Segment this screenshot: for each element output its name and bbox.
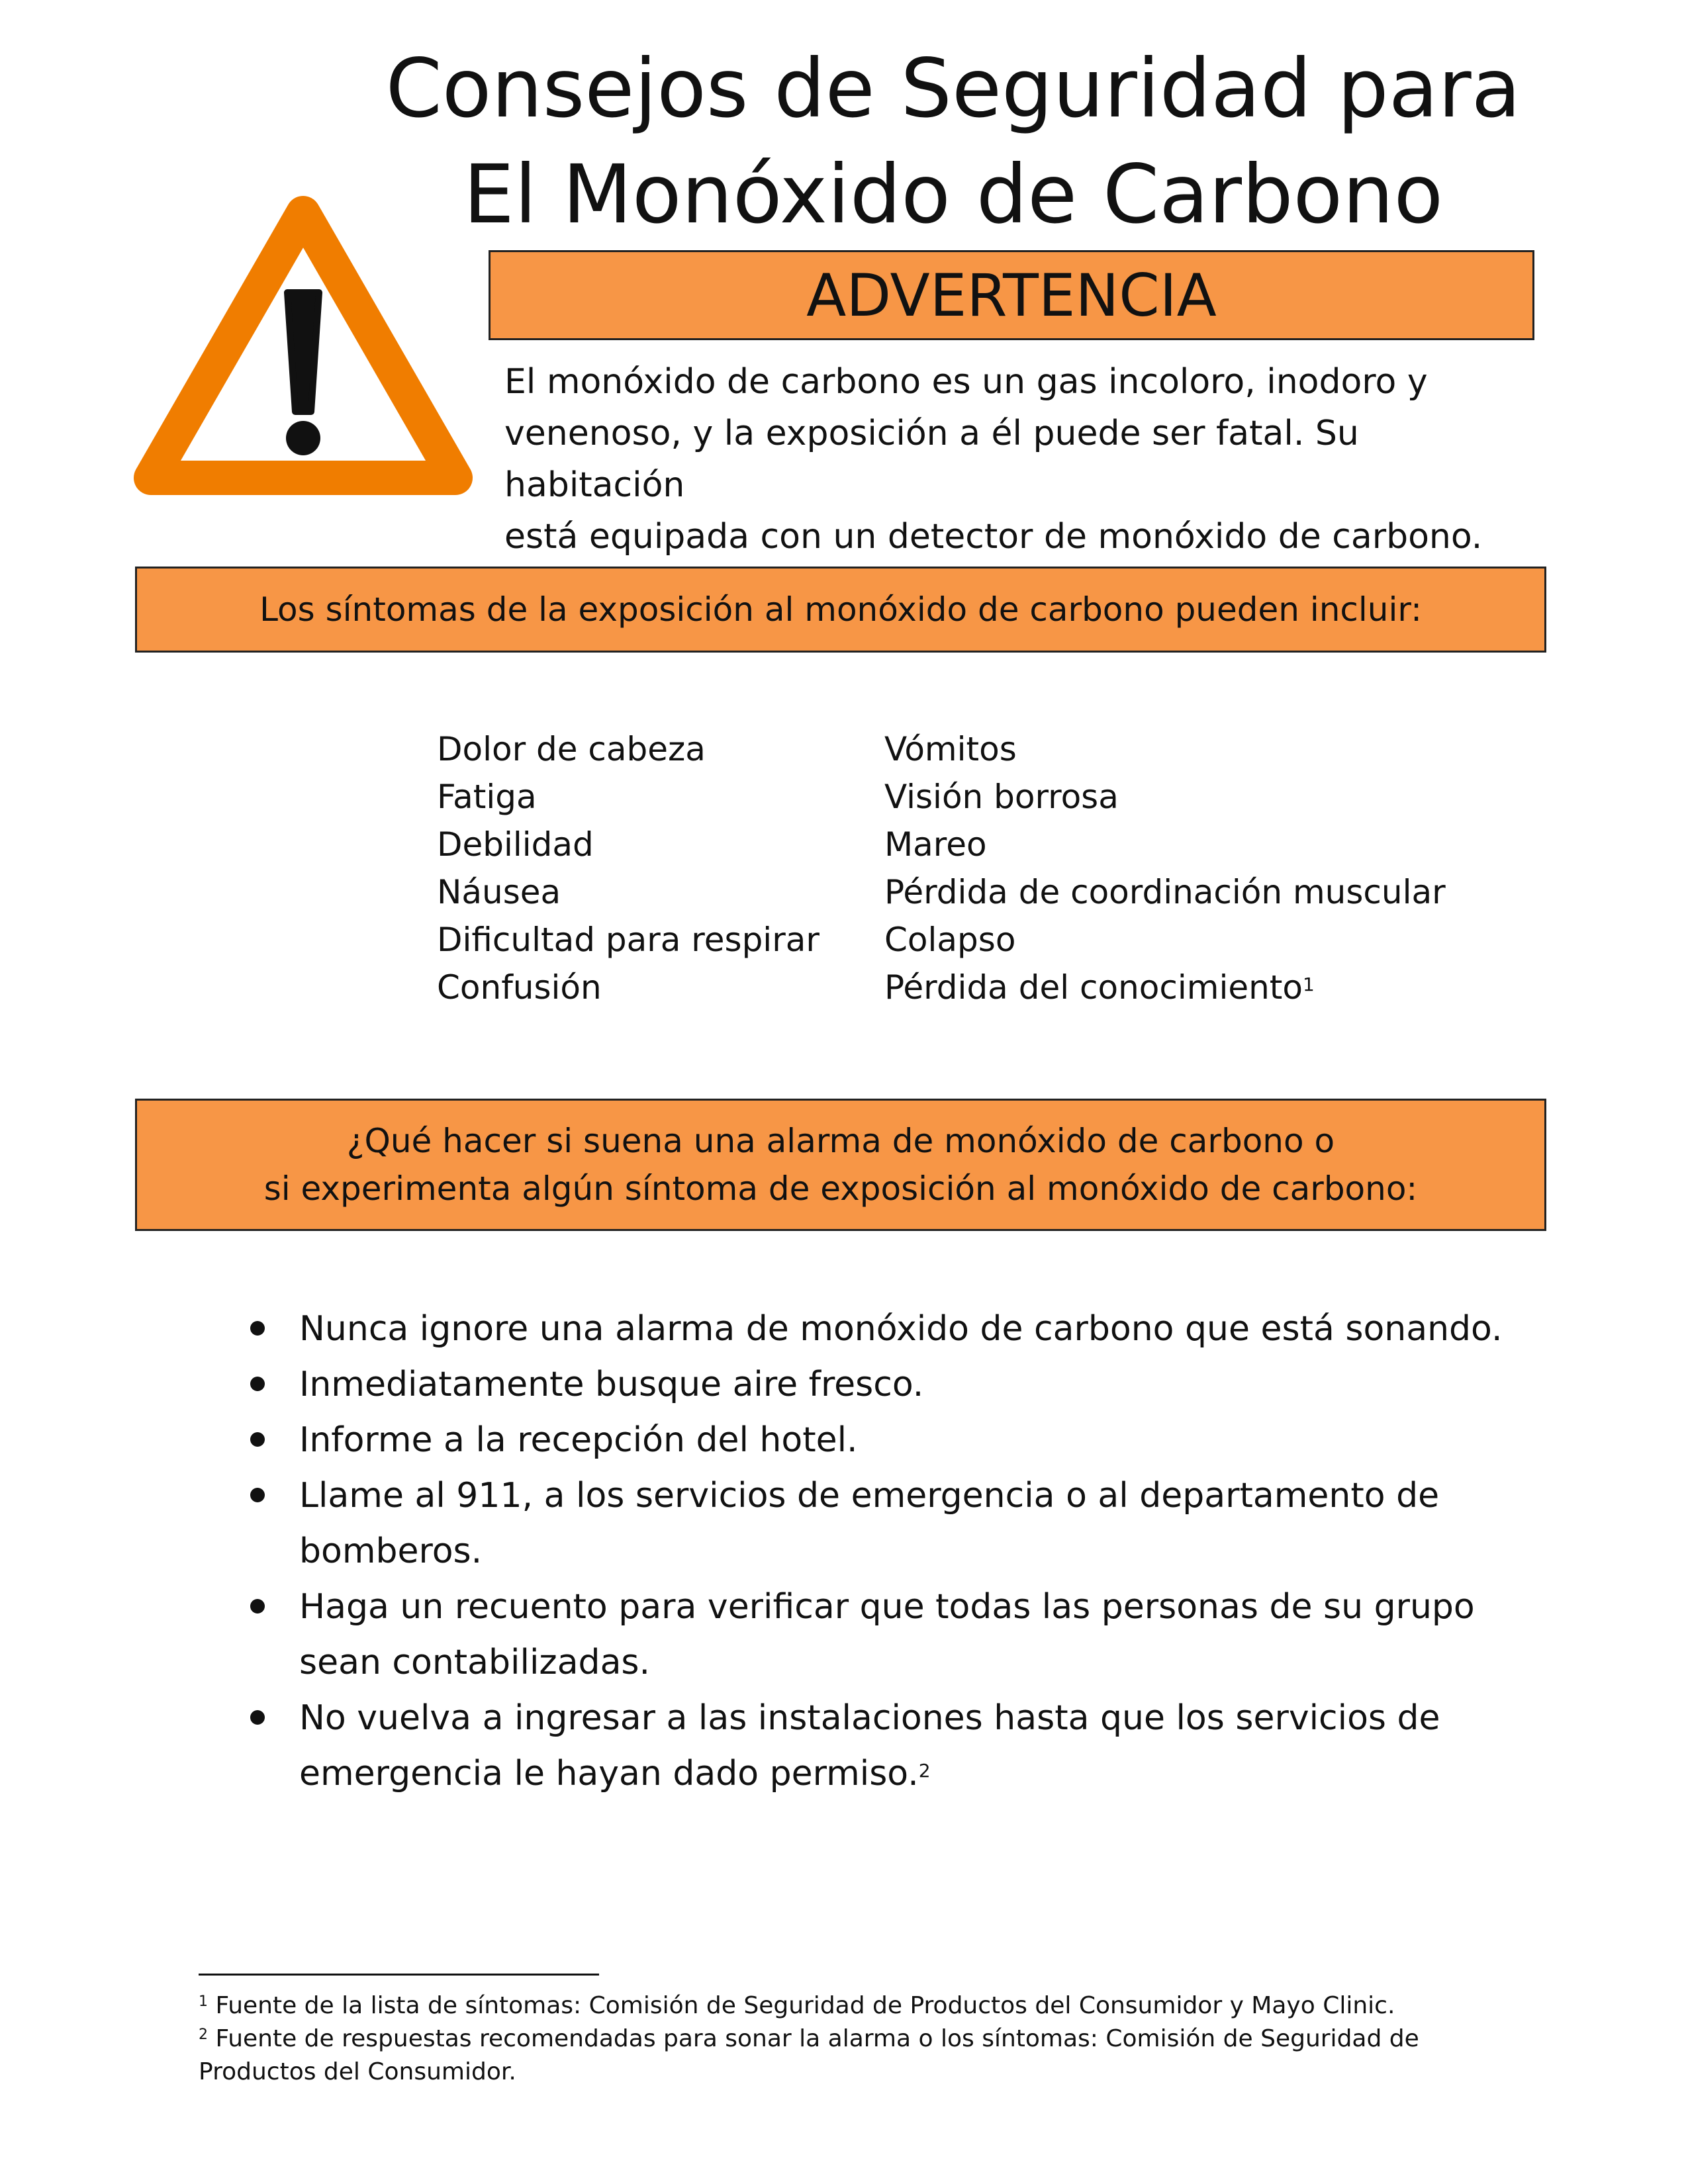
footnote-number: 1 — [199, 1993, 208, 2010]
bullet-icon — [250, 1710, 265, 1725]
bullet-icon — [250, 1488, 265, 1502]
footnote-text: Fuente de la lista de síntomas: Comisión de Seguridad de Productos del Consumidor y Mayo Clinic. — [215, 1992, 1395, 2019]
symptoms-right-column — [884, 725, 1446, 1011]
action-item — [245, 1301, 1503, 1357]
action-item — [245, 1357, 1503, 1412]
footnote-ref-1[interactable]: 1 — [1302, 974, 1315, 995]
action-text: No vuelva a ingresar a las instalaciones hasta que los servicios de emergencia le hayan dado permiso. — [299, 1698, 1440, 1794]
footnote-ref-2[interactable]: 2 — [918, 1760, 931, 1782]
intro-line: El monóxido de carbono es un gas incoloro, inodoro y — [504, 362, 1428, 402]
action-item — [245, 1690, 1503, 1801]
symptoms-header: Los síntomas de la exposición al monóxido de carbono pueden incluir: — [259, 590, 1422, 629]
action-text: Nunca ignore una alarma de monóxido de carbono que está sonando. — [299, 1309, 1503, 1349]
action-text: Llame al 911, a los servicios de emergencia o al departamento de bomberos. — [299, 1476, 1440, 1571]
intro-line: venenoso, y la exposición a él puede ser fatal. Su habitación — [504, 414, 1359, 505]
page-title-line-1: Consejos de Seguridad para — [385, 42, 1521, 136]
symptom-item: Debilidad — [437, 825, 594, 864]
advertencia-label: ADVERTENCIA — [806, 261, 1217, 330]
footnote-number: 2 — [199, 2026, 208, 2043]
footnote-divider — [199, 1974, 599, 1976]
symptom-item: Fatiga — [437, 778, 537, 816]
actions-header-band — [135, 1099, 1546, 1231]
warning-triangle-icon — [131, 193, 475, 498]
symptoms-left-column — [437, 725, 820, 1011]
intro-line: está equipada con un detector de monóxido de carbono. — [504, 517, 1483, 557]
symptom-item: Confusión — [437, 968, 602, 1007]
page-title-line-2: El Monóxido de Carbono — [463, 148, 1444, 242]
symptom-item: Dolor de cabeza — [437, 730, 706, 768]
bullet-icon — [250, 1599, 265, 1614]
action-item — [245, 1412, 1503, 1468]
actions-header-line-1: ¿Qué hacer si suena una alarma de monóxido de carbono o — [346, 1122, 1335, 1160]
symptom-item-text: Pérdida del conocimiento — [884, 968, 1303, 1007]
symptom-item: Dificultad para respirar — [437, 921, 820, 959]
symptom-item: Pérdida de coordinación muscular — [884, 873, 1446, 911]
action-text: Haga un recuento para verificar que todas las personas de su grupo sean contabilizadas. — [299, 1587, 1475, 1682]
footnote-text: Fuente de respuestas recomendadas para sonar la alarma o los síntomas: Comisión de Seguridad de Productos del Consumidor. — [199, 2025, 1419, 2085]
bullet-icon — [250, 1432, 265, 1447]
symptom-item: Mareo — [884, 825, 987, 864]
action-text: Informe a la recepción del hotel. — [299, 1420, 858, 1460]
footnote-2 — [199, 2023, 1496, 2089]
intro-paragraph — [504, 356, 1537, 563]
bullet-icon — [250, 1377, 265, 1391]
symptom-item: Colapso — [884, 921, 1016, 959]
footnotes — [199, 1989, 1496, 2089]
symptom-item: Náusea — [437, 873, 561, 911]
advertencia-banner — [489, 250, 1534, 340]
actions-list — [245, 1301, 1503, 1801]
symptom-item: Visión borrosa — [884, 778, 1119, 816]
actions-header-line-2: si experimenta algún síntoma de exposición al monóxido de carbono: — [263, 1169, 1418, 1208]
action-item — [245, 1579, 1503, 1690]
action-item — [245, 1468, 1503, 1579]
symptoms-header-band — [135, 567, 1546, 653]
symptom-item-last — [884, 964, 1446, 1011]
action-text: Inmediatamente busque aire fresco. — [299, 1365, 924, 1404]
bullet-icon — [250, 1321, 265, 1336]
symptom-item: Vómitos — [884, 730, 1017, 768]
footnote-1 — [199, 1989, 1496, 2023]
